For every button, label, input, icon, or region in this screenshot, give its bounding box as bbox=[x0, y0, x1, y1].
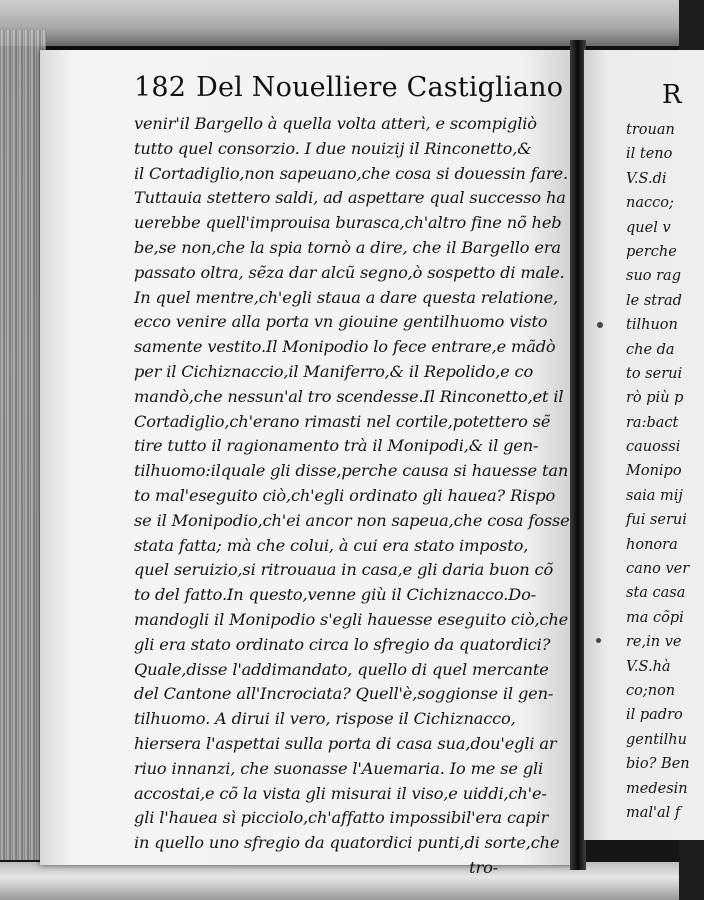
text-line: gentilhu bbox=[626, 731, 687, 748]
text-line: trouan bbox=[626, 122, 675, 138]
text-line: tilhuomo. A dirui il vero, rispose il Cichiznacco, bbox=[134, 709, 516, 729]
running-head-title: Del Nouelliere Castigliano bbox=[196, 72, 564, 103]
text-line: quel v bbox=[626, 219, 671, 236]
text-line: samente vestito.Il Monipodio lo fece entrare,e mãdò bbox=[134, 337, 556, 357]
text-line: re,in ve bbox=[626, 634, 682, 651]
text-line: accostai,e cõ la vista gli misurai il viso,e uiddi,ch'e- bbox=[134, 783, 547, 803]
text-line: se il Monipodio,ch'ei ancor non sapeua,che cosa fosse bbox=[134, 510, 570, 530]
text-line: medesin bbox=[626, 780, 688, 797]
text-line: V.S.hà bbox=[626, 658, 671, 675]
page-number: 182 bbox=[134, 72, 187, 103]
text-line: in quello uno sfregio da quatordici punti,di sorte,che bbox=[134, 833, 560, 853]
ink-spot bbox=[596, 638, 601, 643]
text-line: mandogli il Monipodio s'egli hauesse eseguito ciò,che bbox=[134, 609, 569, 629]
left-page-text bbox=[134, 112, 570, 881]
ink-spot bbox=[597, 322, 603, 328]
text-line: il teno bbox=[626, 146, 673, 163]
text-line: il Cortadiglio,non sapeuano,che cosa si douessin fare. bbox=[134, 163, 568, 183]
text-line: ma cõpi bbox=[626, 609, 684, 626]
text-line: il padro bbox=[626, 707, 683, 724]
text-line: tilhuon bbox=[626, 317, 678, 334]
text-line: venir'il Bargello à quella volta atterì, e scompigliò bbox=[134, 114, 537, 133]
text-line: be,se non,che la spia tornò a dire, che il Bargello era bbox=[134, 237, 561, 257]
text-line: le strad bbox=[626, 292, 682, 309]
text-line: Cortadiglio,ch'erano rimasti nel cortile,potettero sẽ bbox=[134, 411, 551, 431]
text-line: che da bbox=[626, 341, 675, 358]
text-line: tilhuomo:ilquale gli disse,perche causa si hauesse tan bbox=[134, 461, 569, 481]
text-line: to del fatto.In questo,venne giù il Cichiznacco.Do- bbox=[134, 585, 536, 605]
text-line: bio? Ben bbox=[626, 756, 690, 773]
text-line: suo rag bbox=[626, 268, 681, 285]
text-line: mandò,che nessun'al tro scendesse.Il Rinconetto,et il bbox=[134, 386, 564, 406]
text-line: sta casa bbox=[626, 585, 686, 602]
text-line: to mal'eseguito ciò,ch'egli ordinato gli hauea? Rispo bbox=[134, 485, 556, 505]
text-line: uerebbe quell'improuisa burasca,ch'altro fine nõ heb bbox=[134, 213, 562, 233]
text-line: cauossi bbox=[626, 439, 681, 456]
text-line: hiersera l'aspettai sulla porta di casa sua,dou'egli ar bbox=[134, 733, 557, 753]
right-page-text bbox=[626, 118, 690, 825]
text-line: to serui bbox=[626, 365, 683, 382]
text-line: Quale,disse l'addimandato, quello di quel mercante bbox=[134, 659, 549, 679]
text-line: mal'al f bbox=[626, 804, 681, 821]
text-line: ecco venire alla porta vn giouine gentilhuomo visto bbox=[134, 312, 548, 332]
text-line: fui serui bbox=[626, 512, 687, 529]
text-line: cano ver bbox=[626, 561, 690, 578]
text-line: stata fatta; mà che colui, à cui era stato imposto, bbox=[134, 535, 529, 555]
text-line: nacco; bbox=[626, 195, 674, 212]
text-line: gli era stato ordinato circa lo sfregio da quatordici? bbox=[134, 634, 551, 654]
text-line: saia mij bbox=[626, 487, 683, 504]
right-running-head: R bbox=[662, 80, 682, 110]
catchword: tro- bbox=[469, 857, 498, 877]
text-line: ra:bact bbox=[626, 414, 679, 431]
text-line: V.S.di bbox=[626, 170, 667, 187]
text-line: In quel mentre,ch'egli staua a dare questa relatione, bbox=[134, 287, 559, 307]
text-line: Tuttauia stettero saldi, ad aspettare qual successo ha bbox=[134, 188, 566, 208]
text-line: quel seruizio,si ritrouaua in casa,e gli daria buon cõ bbox=[134, 560, 554, 580]
text-line: gli l'hauea sì picciolo,ch'affatto impossibil'era capir bbox=[134, 808, 549, 828]
text-line: riuo innanzi, che suonasse l'Auemaria. Io me se gli bbox=[134, 758, 544, 778]
text-line: per il Cichiznaccio,il Maniferro,& il Repolido,e co bbox=[134, 361, 534, 381]
text-line: Monipo bbox=[626, 463, 682, 480]
running-head bbox=[134, 72, 564, 106]
text-line: rò più p bbox=[626, 390, 684, 407]
text-line: del Cantone all'Incrociata? Quell'è,soggionse il gen- bbox=[134, 684, 554, 704]
text-line: perche bbox=[626, 243, 677, 260]
text-line: tutto quel consorzio. I due nouizij il Rinconetto,& bbox=[134, 138, 532, 158]
text-line: tire tutto il ragionamento trà il Monipodi,& il gen- bbox=[134, 436, 539, 456]
text-line: passato oltra, sẽza dar alcũ segno,ò sospetto di male. bbox=[134, 262, 565, 282]
text-line: honora bbox=[626, 536, 678, 553]
text-line: co;non bbox=[626, 682, 676, 699]
